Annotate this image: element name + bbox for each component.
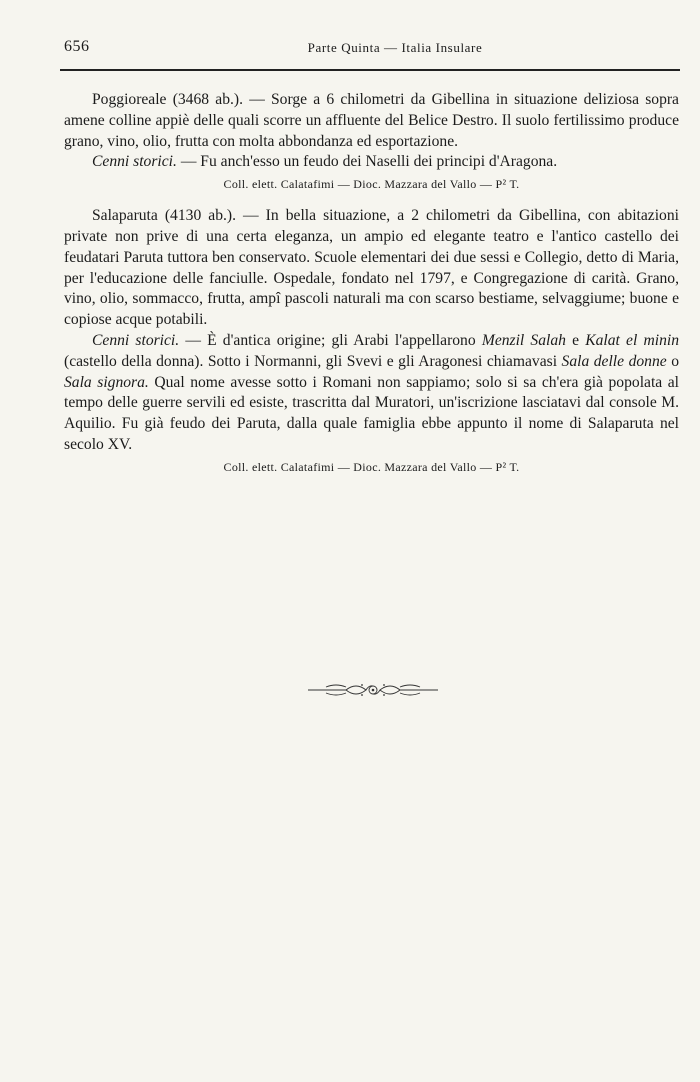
electoral-footnote: Coll. elett. Calatafimi — Dioc. Mazzara del Vallo — P² T.	[223, 177, 520, 192]
entry-description-text: — In bella situazione, a 2 chilometri da Gibellina, con abitazioni private non prive di una certa eleganza, un ampio ed elegante teatro e l'antico castello dei feudatari Paruta tuttora ben conservato. Scuole elementari dei due sessi e Collegio, detto di Maria, per l'educazione delle fanciulle. Ospedale, fondato nel 1797, e Congregazione di carità. Grano, vino, olio, sommacco, frutta, ampî pascoli naturali ma con scarso bestiame, selvaggiume; buone e copiose acque potabili.	[64, 207, 679, 329]
header-rule	[60, 69, 680, 71]
entry-name: Salaparuta	[92, 207, 158, 225]
entry-salaparuta	[64, 206, 680, 475]
cenni-label: Cenni storici.	[92, 153, 177, 171]
entry-description	[64, 90, 679, 152]
cenni-text: — Fu anch'esso un feudo dei Naselli dei principi d'Aragona.	[180, 153, 558, 171]
page-content	[64, 90, 680, 475]
electoral-footnote: Coll. elett. Calatafimi — Dioc. Mazzara del Vallo — P² T.	[223, 459, 520, 474]
cenni-text: — È d'antica origine; gli Arabi l'appellarono	[185, 331, 482, 349]
cenni-storici	[64, 152, 679, 173]
cenni-label: Cenni storici.	[92, 331, 180, 349]
running-head: Parte Quinta — Italia Insulare	[307, 40, 483, 55]
entry-poggioreale	[64, 90, 679, 192]
cenni-storici	[64, 331, 679, 456]
entry-name: Poggioreale	[92, 91, 167, 108]
norman-name: Sala delle donne	[561, 352, 667, 370]
entry-population: (3468 ab.).	[172, 91, 243, 108]
cenni-text: o	[666, 352, 679, 370]
page-number: 656	[64, 38, 90, 55]
cenni-text: e	[565, 331, 586, 349]
page-header	[60, 38, 680, 62]
arabic-name: Menzil Salah	[481, 331, 566, 349]
cenni-text: Qual nome avesse sotto i Romani non sappiamo; solo si sa ch'era già popolata al tempo delle guerre servili ed esiste, trascritta dal Muratori, un'iscrizione lasciatavi dal console M. Aquilio. Fu già feudo dei Paruta, dalla quale famiglia ebbe appunto il nome di Salaparuta nel secolo XV.	[64, 373, 679, 453]
entry-description	[64, 206, 679, 331]
entry-population: (4130 ab.).	[164, 207, 236, 225]
decorative-tailpiece-icon	[306, 679, 440, 701]
castle-name: Kalat el minin	[585, 331, 680, 349]
entry-description-text: — Sorge a 6 chilometri da Gibellina in situazione deliziosa sopra amene colline appiè delle quali scorre un affluente del Belice Destro. Il suolo fertilissimo produce grano, vino, olio, frutta con molta abbondanza ed esportazione.	[64, 91, 679, 150]
cenni-text: (castello della donna). Sotto i Normanni, gli Svevi e gli Aragonesi chiamavasi	[64, 352, 562, 370]
alternate-name: Sala signora.	[64, 373, 149, 391]
